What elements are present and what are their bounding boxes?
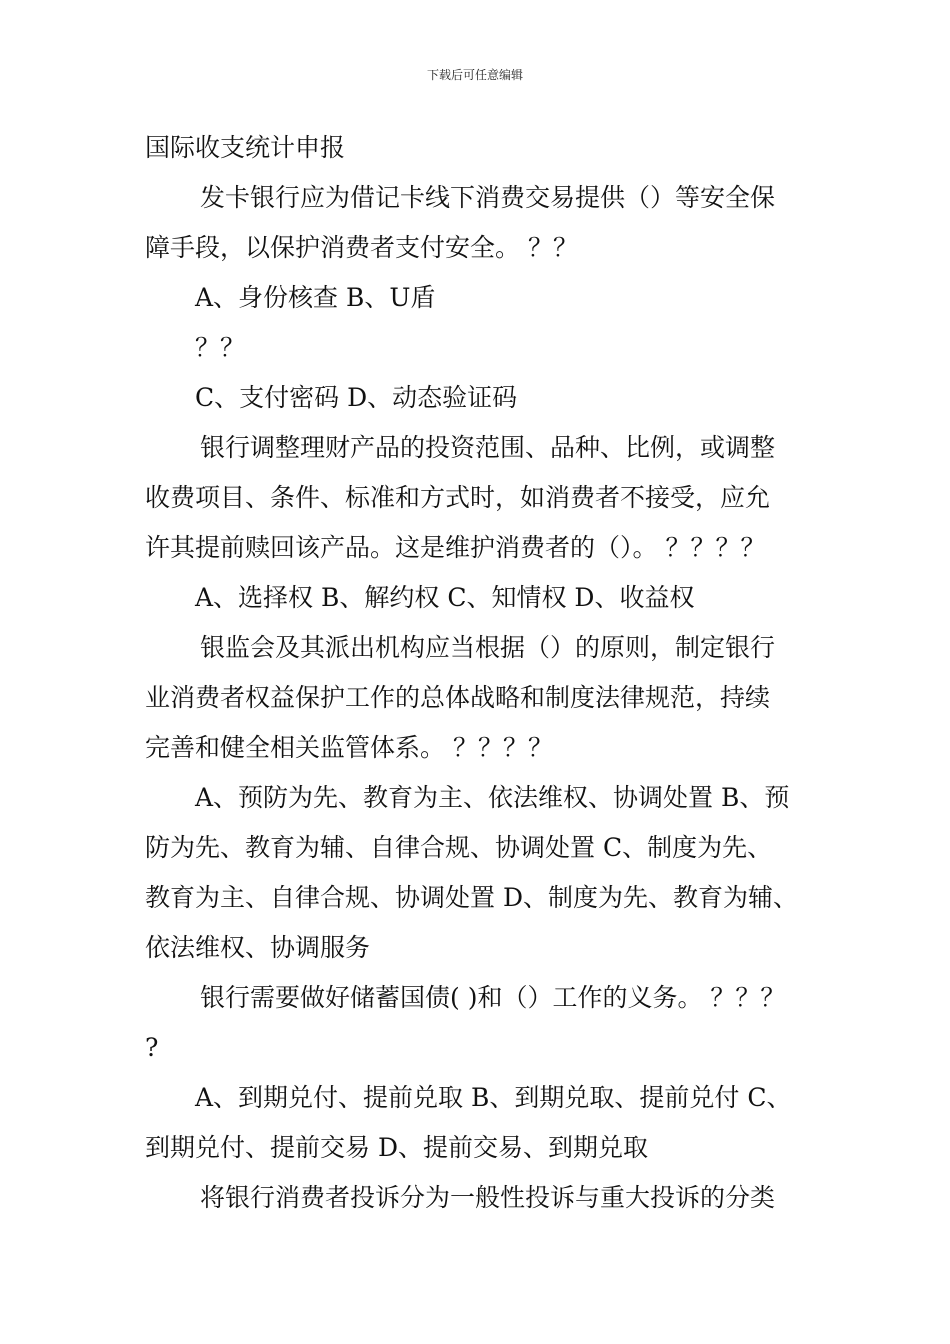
question-4-text: 银行需要做好储蓄国债( )和（）工作的义务。 ？？？	[200, 983, 786, 1012]
question-1-options: A、身份核查 B、U盾	[195, 283, 436, 312]
question-1-text: 发卡银行应为借记卡线下消费交易提供（）等安全保	[200, 183, 776, 212]
question-3-text-end: 完善和健全相关监管体系。 ？？？？	[145, 733, 553, 762]
page-header: 下载后可任意编辑	[426, 68, 523, 82]
question-1-marks: ？？	[195, 333, 246, 362]
question-3-text-cont: 业消费者权益保护工作的总体战略和制度法律规范，持续	[145, 683, 771, 712]
question-3-text: 银监会及其派出机构应当根据（）的原则，制定银行	[200, 633, 776, 662]
question-4-options-cont: 到期兑付、提前交易 D、提前交易、到期兑取	[145, 1133, 648, 1162]
question-2-options: A、选择权 B、解约权 C、知情权 D、收益权	[195, 583, 695, 612]
question-3-options-cont-2: 教育为主、自律合规、协调处置 D、制度为先、教育为辅、	[145, 883, 798, 912]
question-1-text-cont: 障手段，以保护消费者支付安全。 ？？	[145, 233, 578, 262]
question-4-text-cont: ?	[145, 1033, 159, 1062]
question-2-text-end: 许其提前赎回该产品。这是维护消费者的（）。 ？？？？	[145, 533, 766, 562]
question-3-options-end: 依法维权、协调服务	[145, 933, 371, 962]
question-4-options: A、到期兑付、提前兑取 B、到期兑取、提前兑付 C、	[195, 1083, 792, 1112]
section-title: 国际收支统计申报	[145, 133, 346, 162]
question-3-options: A、预防为先、教育为主、依法维权、协调处置 B、预	[195, 783, 790, 812]
question-3-options-cont: 防为先、教育为辅、自律合规、协调处置 C、制度为先、	[145, 833, 773, 862]
question-1-options-cont: C、支付密码 D、动态验证码	[195, 383, 518, 412]
question-5-text: 将银行消费者投诉分为一般性投诉与重大投诉的分类	[200, 1183, 776, 1212]
question-2-text-cont: 收费项目、条件、标准和方式时，如消费者不接受，应允	[145, 483, 771, 512]
question-2-text: 银行调整理财产品的投资范围、品种、比例，或调整	[200, 433, 776, 462]
